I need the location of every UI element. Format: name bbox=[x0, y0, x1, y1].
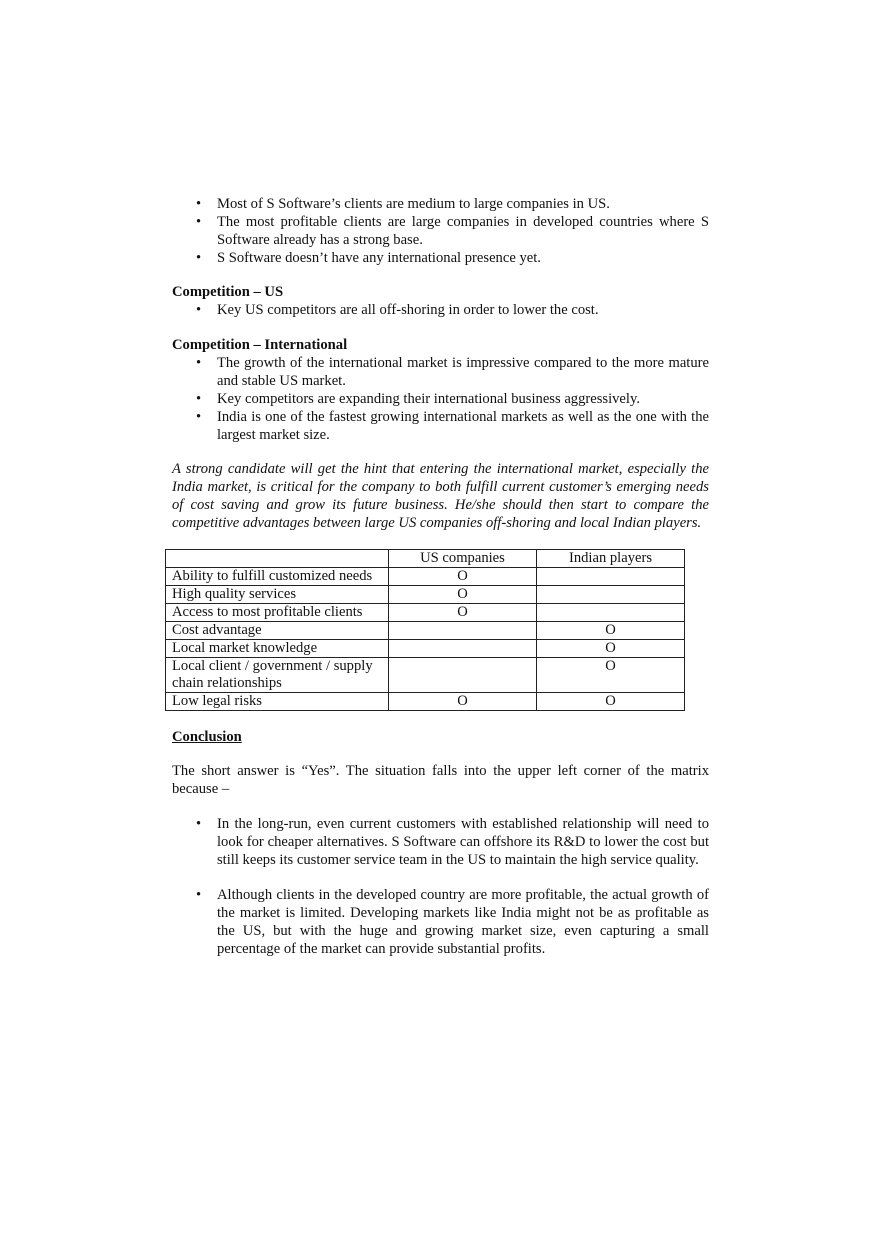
document-page bbox=[172, 195, 709, 958]
table-cell: Ability to fulfill customized needs bbox=[166, 568, 389, 586]
table-header-cell: Indian players bbox=[536, 550, 684, 568]
table-row bbox=[166, 568, 685, 586]
table-cell bbox=[389, 640, 537, 658]
list-item: • Key US competitors are all off-shoring in order to lower the cost. bbox=[172, 301, 709, 319]
conclusion-heading: Conclusion bbox=[172, 729, 242, 745]
comparison-table bbox=[165, 549, 685, 711]
conclusion-bullet-list bbox=[172, 886, 709, 958]
table-cell: High quality services bbox=[166, 586, 389, 604]
table-row bbox=[166, 693, 685, 711]
competition-international-heading: Competition – International bbox=[172, 337, 348, 353]
client-bullet-list bbox=[172, 195, 709, 267]
list-item: • S Software doesn’t have any international presence yet. bbox=[172, 249, 709, 267]
table-header-cell bbox=[166, 550, 389, 568]
table-cell bbox=[389, 658, 537, 693]
list-item: • The most profitable clients are large companies in developed countries where S Software already has a strong base. bbox=[172, 213, 709, 249]
competition-international-list bbox=[172, 354, 709, 444]
table-cell bbox=[389, 622, 537, 640]
table-cell: Local market knowledge bbox=[166, 640, 389, 658]
table-cell: Low legal risks bbox=[166, 693, 389, 711]
list-item: • India is one of the fastest growing international markets as well as the one with the largest market size. bbox=[172, 408, 709, 444]
conclusion-bullet-list bbox=[172, 815, 709, 869]
table-cell bbox=[536, 568, 684, 586]
conclusion-intro: The short answer is “Yes”. The situation falls into the upper left corner of the matrix because – bbox=[172, 763, 709, 797]
table-cell: O bbox=[536, 640, 684, 658]
table-row bbox=[166, 622, 685, 640]
list-item: • Most of S Software’s clients are medium to large companies in US. bbox=[172, 195, 709, 213]
table-cell: O bbox=[536, 658, 684, 693]
table-cell: O bbox=[389, 586, 537, 604]
table-cell: O bbox=[536, 622, 684, 640]
table-row bbox=[166, 640, 685, 658]
table-row bbox=[166, 604, 685, 622]
table-cell: O bbox=[389, 568, 537, 586]
table-row bbox=[166, 586, 685, 604]
table-header-cell: US companies bbox=[389, 550, 537, 568]
candidate-note: A strong candidate will get the hint that entering the international market, especially the India market, is critical for the company to both fulfill current customer’s emerging needs of cost saving and grow its future business. He/she should then start to compare the competitive advantages between large US companies off-shoring and local Indian players. bbox=[172, 461, 709, 531]
table-cell: O bbox=[389, 604, 537, 622]
table-cell: O bbox=[536, 693, 684, 711]
table-header-row bbox=[166, 550, 685, 568]
table-cell bbox=[536, 586, 684, 604]
table-cell: O bbox=[389, 693, 537, 711]
list-item: • Although clients in the developed country are more profitable, the actual growth of the market is limited. Developing markets like India might not be as profitable as the US, but with the huge and growing market size, even capturing a small percentage of the market can provide substantial profits. bbox=[172, 886, 709, 958]
table-cell: Access to most profitable clients bbox=[166, 604, 389, 622]
competition-us-list bbox=[172, 301, 709, 319]
table-cell: Local client / government / supply chain relationships bbox=[166, 658, 389, 693]
list-item: • In the long-run, even current customers with established relationship will need to look for cheaper alternatives. S Software can offshore its R&D to lower the cost but still keeps its customer service team in the US to maintain the high service quality. bbox=[172, 815, 709, 869]
competition-us-heading: Competition – US bbox=[172, 284, 284, 300]
list-item: • The growth of the international market is impressive compared to the more mature and stable US market. bbox=[172, 354, 709, 390]
list-item: • Key competitors are expanding their international business aggressively. bbox=[172, 390, 709, 408]
table-row bbox=[166, 658, 685, 693]
table-cell: Cost advantage bbox=[166, 622, 389, 640]
table-cell bbox=[536, 604, 684, 622]
